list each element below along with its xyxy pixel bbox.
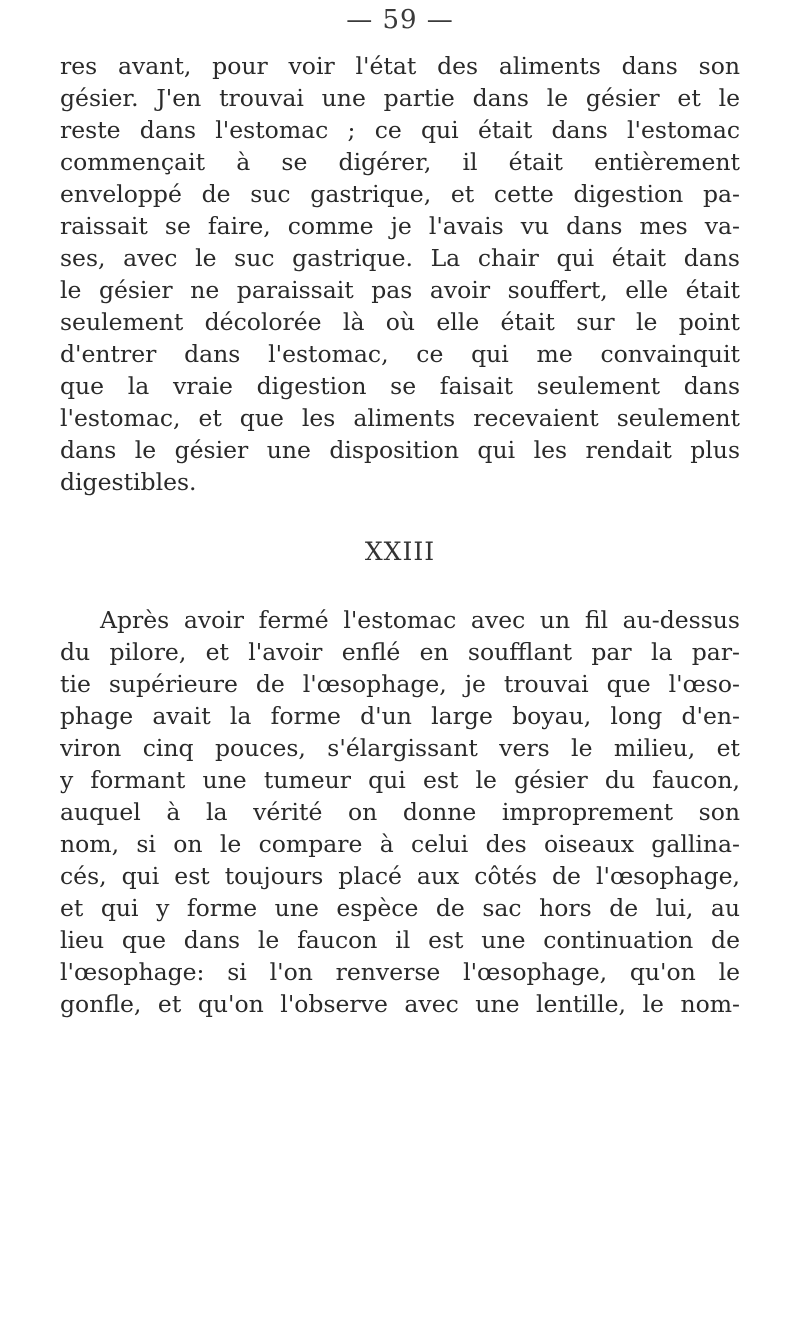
text-line: dans le gésier une disposition qui les rendait plus (60, 436, 740, 464)
text-line: d'entrer dans l'estomac, ce qui me convainquit (60, 340, 740, 368)
text-line: l'estomac, et que les aliments recevaient seulement (60, 404, 740, 432)
text-line: seulement décolorée là où elle était sur le point (60, 308, 740, 336)
text-line: gonfle, et qu'on l'observe avec une lentille, le nom- (60, 990, 740, 1018)
text-line: et qui y forme une espèce de sac hors de lui, au (60, 894, 740, 922)
page-number: — 59 — (346, 5, 454, 35)
text-line: gésier. J'en trouvai une partie dans le gésier et le (60, 84, 740, 112)
text-line: res avant, pour voir l'état des aliments dans son (60, 52, 740, 80)
text-line: commençait à se digérer, il était entièrement (60, 148, 740, 176)
text-line: phage avait la forme d'un large boyau, long d'en- (60, 702, 740, 730)
text-line: nom, si on le compare à celui des oiseaux gallina- (60, 830, 740, 858)
text-line: raissait se faire, comme je l'avais vu dans mes va- (60, 212, 740, 240)
text-line: reste dans l'estomac ; ce qui était dans l'estomac (60, 116, 740, 144)
text-line: ses, avec le suc gastrique. La chair qui était dans (60, 244, 740, 272)
text-line: enveloppé de suc gastrique, et cette digestion pa- (60, 180, 740, 208)
chapter-heading: XXIII (364, 537, 436, 566)
text-line: lieu que dans le faucon il est une continuation de (60, 926, 740, 954)
text-line: tie supérieure de l'œsophage, je trouvai que l'œso- (60, 670, 740, 698)
text-line: y formant une tumeur qui est le gésier du faucon, (60, 766, 740, 794)
text-line: viron cinq pouces, s'élargissant vers le milieu, et (60, 734, 740, 762)
text-line: le gésier ne paraissait pas avoir souffert, elle était (60, 276, 740, 304)
text-line: que la vraie digestion se faisait seulement dans (60, 372, 740, 400)
text-line: l'œsophage: si l'on renverse l'œsophage, qu'on le (60, 958, 740, 986)
text-line: auquel à la vérité on donne improprement son (60, 798, 740, 826)
text-line: cés, qui est toujours placé aux côtés de l'œsophage, (60, 862, 740, 890)
text-line: Après avoir fermé l'estomac avec un fil au-dessus (100, 606, 740, 634)
text-line: du pilore, et l'avoir enflé en soufflant par la par- (60, 638, 740, 666)
text-line: digestibles. (60, 468, 197, 496)
